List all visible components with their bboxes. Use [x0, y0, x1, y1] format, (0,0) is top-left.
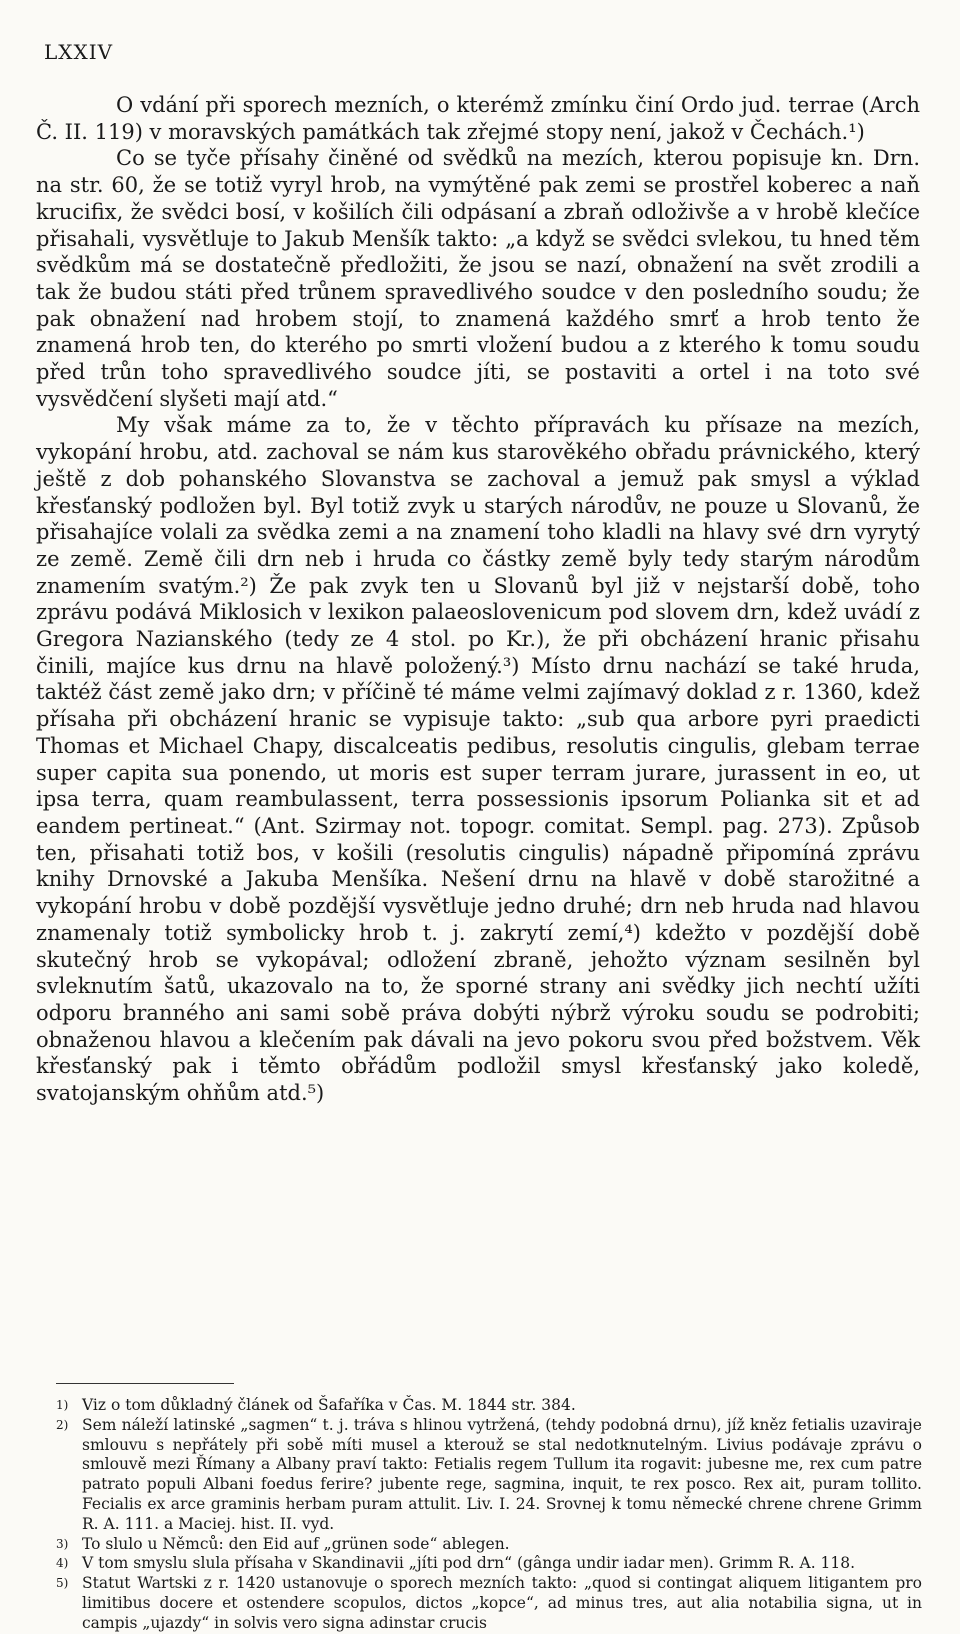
body-text	[36, 92, 920, 1107]
footnote-mark: 5)	[56, 1576, 69, 1591]
paragraph-vdani: O vdání při sporech mezních, o kterémž zmínku činí Ordo jud. terrae (Arch Č. II. 119) v moravských památkách tak zřejmé stopy není, jakož v Čechách.¹)	[36, 93, 920, 144]
footnote-text: Sem náleží latinské „sagmen“ t. j. tráva s hlinou vytržená, (tehdy podobná drnu), jíž kněz fetialis uzaviraje smlouvu s nepřátely při sobě míti musel a kterouž se stal nedotknutelným. Livius podávaje zprávu o smlouvě mezi Římany a Albany praví takto: Fetialis regem Tullum ita rogavit: jubesne me, rex cum patre patrato populi Albani foedus ferire? jubente rege, sagmina, inquit, te rex posco. Rex ait, puram tollito. Fecialis ex arce graminis herbam puram attulit. Liv. I. 24. Srovnej k tomu německé chrene chrene Grimm R. A. 111. a Maciej. hist. II. vyd.	[82, 1415, 922, 1533]
footnote-text: Viz o tom důkladný článek od Šafaříka v Čas. M. 1844 str. 384.	[82, 1396, 576, 1414]
paragraph-drn: My však máme za to, že v těchto přípravách ku přísaze na mezích, vykopání hrobu, atd. zachoval se nám kus starověkého obřadu právnického, který ještě z dob pohanského Slovanstva se zachoval a jemuž pak smysl a výklad křesťanský podložen byl. Byl totiž zvyk u starých národův, ne pouze u Slovanů, že přisahajíce volali za svědka zemi a na znamení toho kladli na hlavy své drn vyrytý ze země. Země čili drn neb i hruda co částky země byly tedy starým národům znamením svatým.²) Že pak zvyk ten u Slovanů byl již v nejstarší době, toho zprávu podává Miklosich v lexikon palaeoslovenicum pod slovem drn, kdež uvádí z Gregora Nazianského (tedy ze 4 stol. po Kr.), že při obcházení hranic přisahu činili, majíce kus drnu na hlavě položený.³) Místo drnu nachází se také hruda, taktéž část země jako drn; v příčině té máme velmi zajímavý doklad z r. 1360, kdež přísaha při obcházení hranic se vypisuje takto: „sub qua arbore pyri praedicti Thomas et Michael Chapy, discalceatis pedibus, resolutis cingulis, glebam terrae super capita sua ponendo, ut moris est super terram jurare, jurassent in eo, ut ipsa terra, quam reambulassent, terra possessionis ipsorum Polianka sit et ad eandem pertineat.“ (Ant. Szirmay not. topogr. comitat. Sempl. pag. 273). Způsob ten, přisahati totiž bos, v košili (resolutis cingulis) nápadně připomíná zprávu knihy Drnovské a Jakuba Menšíka. Nešení drnu na hlavě v době starožitné a vykopání hrobu v době pozdější vysvětluje jedno druhé; drn neb hruda nad hlavou znamenaly totiž symbolicky hrob t. j. zakrytí zemí,⁴) kdežto v pozdější době skutečný hrob se vykopával; odložení zbraně, jehožto význam sesilněn byl svleknutím šatů, ukazovalo na to, že sporné strany ani svědky jich nechtí užíti odporu branného ani sami sobě práva dobýti nýbrž výroku soudu se podrobiti; obnaženou hlavou a klečením pak dávali na jevo pokoru svou před božstvem. Věk křesťanský pak i těmto obřádům podložil smysl křesťanský jako koledě, svatojanským ohňům atd.⁵)	[36, 413, 920, 1106]
footnote-3	[56, 1534, 922, 1555]
footnote-text: V tom smyslu slula přísaha v Skandinavii „jíti pod drn“ (gânga undir iadar men). Grimm R. A. 118.	[82, 1554, 856, 1573]
footnote-text: Statut Wartski z r. 1420 ustanovuje o sporech mezních takto: „quod si contingat aliquem litigantem pro limitibus docere et ostendere scopulos, dictos „kopce“, ad minus tres, aut alia notabilia signa, ut in campis „ujazdy“ in solvis vero signa adinstar crucis	[82, 1574, 922, 1632]
footnote-5	[56, 1574, 922, 1633]
footnote-mark: 3)	[56, 1536, 69, 1551]
footnote-1	[56, 1396, 922, 1416]
footnote-mark: 4)	[56, 1556, 69, 1571]
footnote-2	[56, 1415, 922, 1535]
footnote-divider	[56, 1383, 234, 1384]
page-number: LXXIV	[44, 40, 114, 64]
footnotes	[56, 1396, 922, 1634]
footnote-text: To slulo u Němců: den Eid auf „grünen sode“ ablegen.	[82, 1534, 510, 1553]
footnote-mark: 2)	[56, 1417, 69, 1432]
footnote-mark: 1)	[56, 1398, 69, 1412]
paragraph-prisaha: Co se tyče přísahy činěné od svědků na mezích, kterou popisuje kn. Drn. na str. 60, že se totiž vyryl hrob, na vymýtěné pak zemi se prostřel koberec a naň krucifix, že svědci bosí, v košilích čili odpásaní a zbraň odloživše a v hrobě klečíce přisahali, vysvětluje to Jakub Menšík takto: „a když se svědci svlekou, tu hned těm svědkům má se dostatečně předložiti, že jsou se nazí, obnažení na svět zrodili a tak že budou státi před trůnem spravedlivého soudce v den posledního soudu; že pak obnažení nad hrobem stojí, to znamená každého smrť a hrob tento že znamená hrob ten, do kterého po smrti vložení budou a z kterého k tomu soudu před trůn toho spravedlivého soudce jíti, se postaviti a ortel i na toto své vysvědčení slyšeti mají atd.“	[36, 146, 920, 411]
footnote-4	[56, 1554, 922, 1574]
